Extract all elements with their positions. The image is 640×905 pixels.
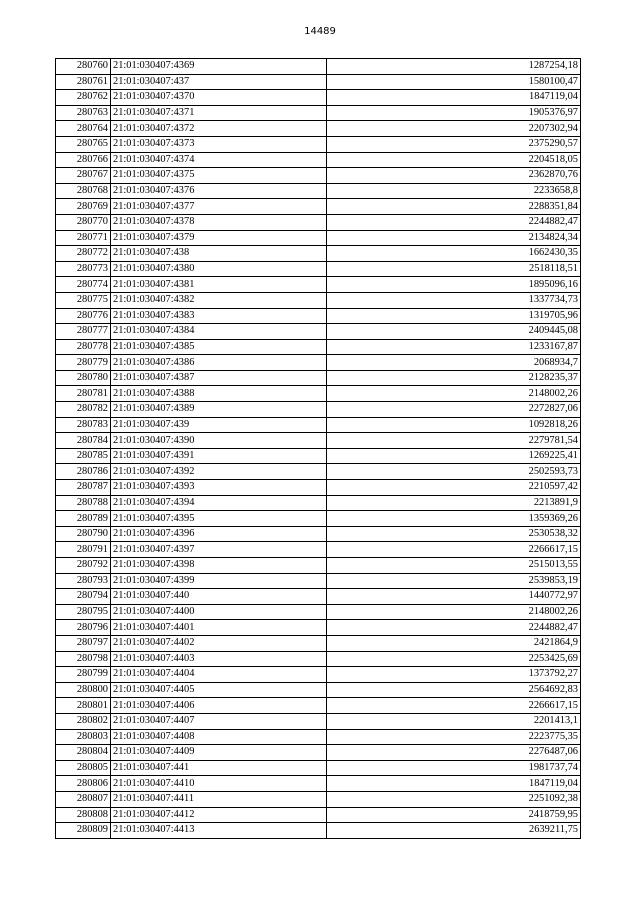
value-cell: 1373792,27: [327, 667, 581, 683]
cadastral-number-cell: 21:01:030407:4374: [111, 152, 327, 168]
row-number-cell: 280783: [56, 417, 111, 433]
value-cell: 2266617,15: [327, 698, 581, 714]
value-cell: 2518118,51: [327, 261, 581, 277]
cadastral-number-cell: 21:01:030407:4377: [111, 199, 327, 215]
row-number-cell: 280764: [56, 121, 111, 137]
value-cell: 2279781,54: [327, 433, 581, 449]
cadastral-number-cell: 21:01:030407:4392: [111, 464, 327, 480]
cadastral-number-cell: 21:01:030407:439: [111, 417, 327, 433]
cadastral-number-cell: 21:01:030407:4396: [111, 526, 327, 542]
row-number-cell: 280771: [56, 230, 111, 246]
table-row: [56, 542, 581, 558]
cadastral-number-cell: 21:01:030407:4375: [111, 168, 327, 184]
cadastral-number-cell: 21:01:030407:4412: [111, 807, 327, 823]
table-row: [56, 74, 581, 90]
cadastral-number-cell: 21:01:030407:4379: [111, 230, 327, 246]
cadastral-number-cell: 21:01:030407:4411: [111, 791, 327, 807]
value-cell: 1895096,16: [327, 277, 581, 293]
row-number-cell: 280800: [56, 682, 111, 698]
table-row: [56, 823, 581, 839]
table-row: [56, 339, 581, 355]
value-cell: 2418759,95: [327, 807, 581, 823]
table-row: [56, 402, 581, 418]
value-cell: 2276487,06: [327, 745, 581, 761]
cadastral-number-cell: 21:01:030407:4383: [111, 308, 327, 324]
value-cell: 2530538,32: [327, 526, 581, 542]
cadastral-number-cell: 21:01:030407:4394: [111, 495, 327, 511]
value-cell: 1337734,73: [327, 292, 581, 308]
row-number-cell: 280808: [56, 807, 111, 823]
table-row: [56, 511, 581, 527]
row-number-cell: 280791: [56, 542, 111, 558]
value-cell: 1847119,04: [327, 90, 581, 106]
cadastral-number-cell: 21:01:030407:4397: [111, 542, 327, 558]
row-number-cell: 280767: [56, 168, 111, 184]
cadastral-number-cell: 21:01:030407:4372: [111, 121, 327, 137]
value-cell: 2207302,94: [327, 121, 581, 137]
cadastral-number-cell: 21:01:030407:4407: [111, 713, 327, 729]
row-number-cell: 280794: [56, 589, 111, 605]
cadastral-number-cell: 21:01:030407:4386: [111, 355, 327, 371]
value-cell: 2244882,47: [327, 620, 581, 636]
table-row: [56, 105, 581, 121]
value-cell: 1319705,96: [327, 308, 581, 324]
table-row: [56, 417, 581, 433]
table-row: [56, 246, 581, 262]
cadastral-number-cell: 21:01:030407:4381: [111, 277, 327, 293]
table-row: [56, 230, 581, 246]
row-number-cell: 280786: [56, 464, 111, 480]
row-number-cell: 280785: [56, 448, 111, 464]
cadastral-number-cell: 21:01:030407:4408: [111, 729, 327, 745]
cadastral-number-cell: 21:01:030407:4406: [111, 698, 327, 714]
value-cell: 1359369,26: [327, 511, 581, 527]
row-number-cell: 280792: [56, 558, 111, 574]
cadastral-number-cell: 21:01:030407:4390: [111, 433, 327, 449]
row-number-cell: 280775: [56, 292, 111, 308]
table-row: [56, 682, 581, 698]
row-number-cell: 280799: [56, 667, 111, 683]
row-number-cell: 280773: [56, 261, 111, 277]
value-cell: 2375290,57: [327, 136, 581, 152]
row-number-cell: 280806: [56, 776, 111, 792]
table-row: [56, 495, 581, 511]
table-row: [56, 386, 581, 402]
value-cell: 2288351,84: [327, 199, 581, 215]
cadastral-number-cell: 21:01:030407:4384: [111, 324, 327, 340]
value-cell: 2223775,35: [327, 729, 581, 745]
cadastral-number-cell: 21:01:030407:4401: [111, 620, 327, 636]
row-number-cell: 280760: [56, 59, 111, 75]
table-row: [56, 604, 581, 620]
cadastral-number-cell: 21:01:030407:4385: [111, 339, 327, 355]
value-cell: 2233658,8: [327, 183, 581, 199]
cadastral-number-cell: 21:01:030407:4402: [111, 635, 327, 651]
row-number-cell: 280768: [56, 183, 111, 199]
table-row: [56, 667, 581, 683]
cadastral-value-table: [55, 58, 581, 839]
row-number-cell: 280797: [56, 635, 111, 651]
table-row: [56, 464, 581, 480]
row-number-cell: 280782: [56, 402, 111, 418]
value-cell: 2134824,34: [327, 230, 581, 246]
row-number-cell: 280796: [56, 620, 111, 636]
row-number-cell: 280793: [56, 573, 111, 589]
table-row: [56, 807, 581, 823]
table-row: [56, 760, 581, 776]
row-number-cell: 280776: [56, 308, 111, 324]
value-cell: 1580100,47: [327, 74, 581, 90]
cadastral-number-cell: 21:01:030407:4388: [111, 386, 327, 402]
table-row: [56, 168, 581, 184]
table-row: [56, 277, 581, 293]
value-cell: 1662430,35: [327, 246, 581, 262]
cadastral-number-cell: 21:01:030407:4382: [111, 292, 327, 308]
cadastral-number-cell: 21:01:030407:4387: [111, 370, 327, 386]
table-row: [56, 214, 581, 230]
table-row: [56, 776, 581, 792]
row-number-cell: 280762: [56, 90, 111, 106]
table-row: [56, 620, 581, 636]
cadastral-number-cell: 21:01:030407:4391: [111, 448, 327, 464]
row-number-cell: 280777: [56, 324, 111, 340]
value-cell: 2539853,19: [327, 573, 581, 589]
value-cell: 2213891,9: [327, 495, 581, 511]
table-row: [56, 589, 581, 605]
table-row: [56, 324, 581, 340]
table-row: [56, 698, 581, 714]
value-cell: 2148002,26: [327, 604, 581, 620]
cadastral-number-cell: 21:01:030407:4404: [111, 667, 327, 683]
table-row: [56, 136, 581, 152]
value-cell: 2244882,47: [327, 214, 581, 230]
row-number-cell: 280787: [56, 480, 111, 496]
row-number-cell: 280781: [56, 386, 111, 402]
row-number-cell: 280789: [56, 511, 111, 527]
table-row: [56, 261, 581, 277]
cadastral-number-cell: 21:01:030407:437: [111, 74, 327, 90]
table-row: [56, 433, 581, 449]
value-cell: 1847119,04: [327, 776, 581, 792]
row-number-cell: 280780: [56, 370, 111, 386]
value-cell: 2148002,26: [327, 386, 581, 402]
row-number-cell: 280803: [56, 729, 111, 745]
cadastral-number-cell: 21:01:030407:4399: [111, 573, 327, 589]
row-number-cell: 280772: [56, 246, 111, 262]
row-number-cell: 280779: [56, 355, 111, 371]
cadastral-number-cell: 21:01:030407:4370: [111, 90, 327, 106]
cadastral-number-cell: 21:01:030407:440: [111, 589, 327, 605]
cadastral-number-cell: 21:01:030407:4398: [111, 558, 327, 574]
table-row: [56, 90, 581, 106]
value-cell: 1233167,87: [327, 339, 581, 355]
value-cell: 2502593,73: [327, 464, 581, 480]
value-cell: 2272827,06: [327, 402, 581, 418]
cadastral-number-cell: 21:01:030407:4409: [111, 745, 327, 761]
table-row: [56, 729, 581, 745]
cadastral-number-cell: 21:01:030407:4369: [111, 59, 327, 75]
value-cell: 2251092,38: [327, 791, 581, 807]
table-body: [56, 59, 581, 839]
table-row: [56, 152, 581, 168]
row-number-cell: 280805: [56, 760, 111, 776]
row-number-cell: 280784: [56, 433, 111, 449]
table-row: [56, 526, 581, 542]
value-cell: 1440772,97: [327, 589, 581, 605]
table-row: [56, 573, 581, 589]
value-cell: 2639211,75: [327, 823, 581, 839]
row-number-cell: 280761: [56, 74, 111, 90]
table-row: [56, 370, 581, 386]
value-cell: 2421864,9: [327, 635, 581, 651]
value-cell: 1269225,41: [327, 448, 581, 464]
cadastral-number-cell: 21:01:030407:438: [111, 246, 327, 262]
value-cell: 2362870,76: [327, 168, 581, 184]
row-number-cell: 280774: [56, 277, 111, 293]
value-cell: 1287254,18: [327, 59, 581, 75]
cadastral-number-cell: 21:01:030407:4371: [111, 105, 327, 121]
cadastral-number-cell: 21:01:030407:4393: [111, 480, 327, 496]
value-cell: 2266617,15: [327, 542, 581, 558]
row-number-cell: 280795: [56, 604, 111, 620]
value-cell: 2128235,37: [327, 370, 581, 386]
cadastral-number-cell: 21:01:030407:4405: [111, 682, 327, 698]
row-number-cell: 280763: [56, 105, 111, 121]
table-row: [56, 635, 581, 651]
table-row: [56, 199, 581, 215]
table-row: [56, 791, 581, 807]
value-cell: 2253425,69: [327, 651, 581, 667]
table-row: [56, 480, 581, 496]
table-row: [56, 448, 581, 464]
table-row: [56, 183, 581, 199]
cadastral-number-cell: 21:01:030407:4413: [111, 823, 327, 839]
value-cell: 2201413,1: [327, 713, 581, 729]
row-number-cell: 280798: [56, 651, 111, 667]
cadastral-number-cell: 21:01:030407:441: [111, 760, 327, 776]
table-row: [56, 292, 581, 308]
row-number-cell: 280804: [56, 745, 111, 761]
value-cell: 2564692,83: [327, 682, 581, 698]
value-cell: 2409445,08: [327, 324, 581, 340]
cadastral-number-cell: 21:01:030407:4376: [111, 183, 327, 199]
cadastral-number-cell: 21:01:030407:4395: [111, 511, 327, 527]
cadastral-number-cell: 21:01:030407:4410: [111, 776, 327, 792]
table-row: [56, 59, 581, 75]
table-row: [56, 308, 581, 324]
cadastral-number-cell: 21:01:030407:4389: [111, 402, 327, 418]
cadastral-number-cell: 21:01:030407:4378: [111, 214, 327, 230]
row-number-cell: 280788: [56, 495, 111, 511]
row-number-cell: 280765: [56, 136, 111, 152]
table-row: [56, 745, 581, 761]
row-number-cell: 280802: [56, 713, 111, 729]
row-number-cell: 280778: [56, 339, 111, 355]
table-row: [56, 713, 581, 729]
row-number-cell: 280801: [56, 698, 111, 714]
cadastral-number-cell: 21:01:030407:4400: [111, 604, 327, 620]
row-number-cell: 280790: [56, 526, 111, 542]
table-row: [56, 651, 581, 667]
table-row: [56, 355, 581, 371]
value-cell: 2515013,55: [327, 558, 581, 574]
cadastral-number-cell: 21:01:030407:4403: [111, 651, 327, 667]
value-cell: 1981737,74: [327, 760, 581, 776]
page-number: 14489: [304, 26, 336, 37]
cadastral-number-cell: 21:01:030407:4380: [111, 261, 327, 277]
row-number-cell: 280769: [56, 199, 111, 215]
value-cell: 1092818,26: [327, 417, 581, 433]
row-number-cell: 280807: [56, 791, 111, 807]
cadastral-number-cell: 21:01:030407:4373: [111, 136, 327, 152]
value-cell: 2210597,42: [327, 480, 581, 496]
value-cell: 2068934,7: [327, 355, 581, 371]
table-row: [56, 558, 581, 574]
value-cell: 1905376,97: [327, 105, 581, 121]
row-number-cell: 280809: [56, 823, 111, 839]
value-cell: 2204518,05: [327, 152, 581, 168]
table-row: [56, 121, 581, 137]
row-number-cell: 280770: [56, 214, 111, 230]
row-number-cell: 280766: [56, 152, 111, 168]
